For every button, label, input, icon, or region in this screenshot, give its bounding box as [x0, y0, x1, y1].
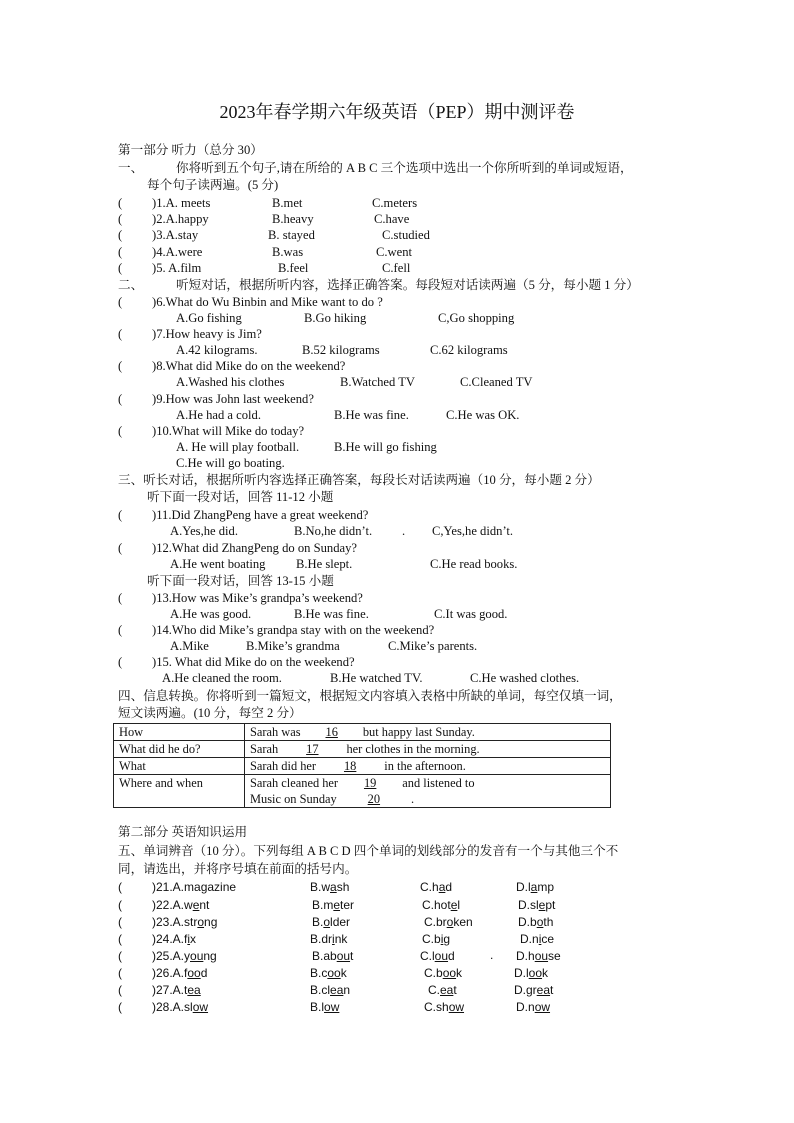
answer-paren[interactable]: (: [118, 245, 123, 259]
sec1-number: 一、: [118, 161, 144, 175]
answer-paren[interactable]: (: [118, 541, 123, 555]
word-part: B.w: [310, 880, 331, 894]
sec2-instruction: 听短对话，根据所听内容，选择正确答案。每段短对话读两遍（5 分，每小题 1 分）: [176, 278, 639, 292]
word-part: se: [548, 949, 561, 963]
option-b: B.He was fine.: [294, 607, 369, 621]
word-part: D.l: [514, 966, 529, 980]
table-row: [114, 724, 611, 741]
table-cell: [245, 758, 611, 775]
word-part: t: [184, 983, 188, 997]
option-d: [514, 965, 548, 981]
word-part: C.: [428, 983, 440, 997]
word-part: B.: [312, 915, 324, 929]
word-part: C.b: [424, 966, 443, 980]
sec4-instruction: 四、信息转换。你将听到一篇短文，根据短文内容填入表格中所缺的单词，每空仅填一词，: [118, 689, 622, 703]
option-c: [428, 982, 457, 998]
option-a: A.42 kilograms.: [176, 343, 258, 357]
underlined-part: a: [438, 880, 446, 894]
option-a: [152, 999, 208, 1015]
word-part: pt: [545, 898, 556, 912]
table-cell: [245, 775, 611, 808]
word-part: ken: [453, 915, 473, 929]
underlined-part: ou: [336, 949, 351, 963]
underlined-part: ea: [187, 983, 201, 997]
underlined-part: g: [200, 880, 208, 894]
word-part: l: [457, 898, 461, 912]
answer-paren[interactable]: (: [118, 898, 122, 912]
option-a: [152, 879, 236, 895]
option-a: A.Yes,he did.: [170, 524, 238, 538]
answer-paren[interactable]: (: [118, 392, 123, 406]
word-part: nt: [199, 898, 210, 912]
option-b: [310, 999, 339, 1015]
word-part: w: [184, 898, 193, 912]
underlined-part: oo: [442, 966, 457, 980]
option-b: B.He will go fishing: [334, 440, 437, 454]
word-part: D.l: [516, 880, 531, 894]
option-b: [310, 982, 350, 998]
question-text: )11.Did ZhangPeng have a great weekend?: [152, 508, 369, 522]
option-d: [518, 897, 555, 913]
word-part: D.h: [516, 949, 535, 963]
option-a: [152, 897, 209, 913]
answer-paren[interactable]: (: [118, 212, 123, 226]
word-part: B.dr: [310, 932, 333, 946]
sec3-instruction: 三、听长对话，根据所听内容选择正确答案，每段长对话读两遍（10 分，每小题 2 分）: [118, 473, 600, 487]
sec5-instruction: 五、单词辨音（10 分）。下列每组 A B C D 四个单词的划线部分的发音有一个与其他三个不: [118, 844, 619, 858]
option-b: B.He slept.: [296, 557, 353, 571]
word-part: D.gr: [514, 983, 537, 997]
underlined-part: i: [187, 932, 191, 946]
word-part: lder: [330, 915, 351, 929]
word-part: sl: [184, 1000, 193, 1014]
option-b: [310, 931, 347, 947]
table-label: Where and when: [114, 775, 245, 808]
underlined-part: ou: [434, 949, 449, 963]
word-part: B.c: [310, 966, 328, 980]
question-text: )3.A.stay: [152, 228, 199, 242]
answer-paren[interactable]: (: [118, 295, 123, 309]
word-part: f: [184, 966, 188, 980]
option-c: C.Cleaned TV: [460, 375, 533, 389]
answer-paren[interactable]: (: [118, 508, 123, 522]
word-part: sh: [336, 880, 350, 894]
question-text: )10.What will Mike do today?: [152, 424, 305, 438]
word-part: C.sh: [424, 1000, 449, 1014]
answer-paren[interactable]: (: [118, 880, 122, 894]
question-text: )4.A.were: [152, 245, 203, 259]
question-number: )22.A.: [152, 898, 185, 912]
underlined-part: ow: [192, 1000, 209, 1014]
sec1-instruction-2: 每个句子读两遍。(5 分): [147, 178, 279, 192]
underlined-part: e: [192, 898, 200, 912]
word-part: k: [340, 966, 347, 980]
option-a: [152, 982, 201, 998]
word-part: t: [453, 983, 457, 997]
option-c: [424, 999, 464, 1015]
question-text: )1.A. meets: [152, 196, 211, 210]
answer-paren[interactable]: (: [118, 932, 122, 946]
option-c: C,Yes,he didn’t.: [432, 524, 514, 538]
option-d: [516, 948, 561, 964]
question-number: )28.A.: [152, 1000, 185, 1014]
option-c: [420, 879, 452, 895]
option-c: C.It was good.: [434, 607, 508, 621]
question-text: )6.What do Wu Binbin and Mike want to do ?: [152, 295, 383, 309]
option-c: C.He read books.: [430, 557, 518, 571]
word-part: k: [456, 966, 463, 980]
word-part: t: [550, 983, 554, 997]
question-text: )5. A.film: [152, 261, 202, 275]
table-cell: [245, 741, 611, 758]
option-a: A.Go fishing: [176, 311, 242, 325]
underlined-part: oo: [327, 966, 341, 980]
table-row: [114, 758, 611, 775]
answer-blank-16[interactable]: 16: [325, 725, 338, 739]
option-d: [516, 999, 550, 1015]
word-part: B.ab: [312, 949, 337, 963]
underlined-part: e: [538, 898, 546, 912]
table-label: How: [114, 724, 245, 741]
question-text: )15. What did Mike do on the weekend?: [152, 655, 355, 669]
option-d: [518, 914, 553, 930]
word-part: B.l: [310, 1000, 325, 1014]
option-c: C.He washed clothes.: [470, 671, 580, 685]
word-part: d: [445, 880, 453, 894]
cell-text: but happy last Sunday.: [362, 725, 475, 739]
question-number: )21.A.: [152, 880, 185, 894]
answer-blank-19[interactable]: 19: [363, 776, 377, 790]
option-c: [422, 897, 460, 913]
option-b: B.feel: [278, 261, 309, 275]
underlined-part: e: [450, 898, 458, 912]
table-cell: [245, 724, 611, 741]
option-c: C.Mike’s parents.: [388, 639, 478, 653]
answer-blank-18[interactable]: 18: [343, 759, 357, 773]
word-part: azine: [207, 880, 237, 894]
word-part: d: [200, 966, 208, 980]
question-number: )24.A.: [152, 932, 185, 946]
word-part: d: [448, 949, 455, 963]
question-text: )13.How was Mike’s grandpa’s weekend?: [152, 591, 363, 605]
underlined-part: ou: [190, 949, 204, 963]
option-b: B.met: [272, 196, 303, 210]
option-d: [514, 982, 553, 998]
word-part: k: [542, 966, 549, 980]
option-a: A.He was good.: [170, 607, 252, 621]
question-number: )26.A.: [152, 966, 185, 980]
table-label: What did he do?: [114, 741, 245, 758]
underlined-part: ow: [534, 1000, 551, 1014]
question-text: )2.A.happy: [152, 212, 209, 226]
option-b: B.Mike’s grandma: [246, 639, 340, 653]
option-a: A.He cleaned the room.: [162, 671, 282, 685]
word-part: C.l: [420, 949, 435, 963]
table-label: What: [114, 758, 245, 775]
word-part: C.br: [424, 915, 447, 929]
option-a: [152, 931, 196, 947]
underlined-part: a: [530, 880, 538, 894]
word-part: str: [184, 915, 198, 929]
answer-paren[interactable]: (: [118, 228, 123, 242]
cell-text: and listened to: [402, 776, 475, 790]
stray-dot: .: [490, 948, 494, 962]
option-a: A.He went boating: [170, 557, 266, 571]
underlined-part: o: [536, 915, 544, 929]
option-c: C.He will go boating.: [176, 456, 285, 470]
question-text: )9.How was John last weekend?: [152, 392, 314, 406]
option-a: [152, 914, 217, 930]
word-part: y: [184, 949, 191, 963]
answer-blank-17[interactable]: 17: [306, 742, 319, 756]
option-a: A.He had a cold.: [176, 408, 261, 422]
underlined-part: i: [538, 932, 542, 946]
answer-paren[interactable]: (: [118, 915, 122, 929]
option-b: B.52 kilograms: [302, 343, 380, 357]
underlined-part: ea: [536, 983, 551, 997]
option-b: [312, 914, 350, 930]
answer-paren[interactable]: (: [118, 261, 123, 275]
sec3-subheading-2: 听下面一段对话，回答 13-15 小题: [147, 574, 334, 588]
word-part: ng: [204, 915, 218, 929]
answer-paren[interactable]: (: [118, 591, 123, 605]
table-row: [114, 775, 611, 808]
answer-paren[interactable]: (: [118, 196, 123, 210]
underlined-part: i: [332, 932, 335, 946]
option-d: [520, 931, 554, 947]
sec2-number: 二、: [118, 278, 144, 292]
question-number: )25.A.: [152, 949, 185, 963]
underlined-part: o: [323, 915, 331, 929]
word-part: t: [350, 949, 354, 963]
sec3-subheading-1: 听下面一段对话，回答 11-12 小题: [147, 490, 334, 504]
word-part: nk: [334, 932, 348, 946]
word-part: ma: [184, 880, 201, 894]
option-b: [310, 965, 347, 981]
cell-text: Sarah was: [250, 725, 301, 739]
word-part: B.cl: [310, 983, 331, 997]
info-table: [113, 723, 611, 808]
option-b: B.was: [272, 245, 304, 259]
answer-paren[interactable]: (: [118, 327, 123, 341]
option-c: C,Go shopping: [438, 311, 515, 325]
underlined-part: oo: [187, 966, 201, 980]
question-text: )8.What did Mike do on the weekend?: [152, 359, 346, 373]
underlined-part: ea: [440, 983, 454, 997]
underlined-part: o: [446, 915, 454, 929]
option-b: B.Go hiking: [304, 311, 367, 325]
word-part: th: [543, 915, 554, 929]
cell-text: Sarah did her: [250, 759, 317, 773]
word-part: mp: [537, 880, 555, 894]
option-c: C.He was OK.: [446, 408, 520, 422]
option-b: B.He watched TV.: [330, 671, 423, 685]
cell-text: her clothes in the morning.: [346, 742, 480, 756]
word-part: ng: [203, 949, 217, 963]
option-c: C.studied: [382, 228, 430, 242]
word-part: D.n: [520, 932, 539, 946]
underlined-part: e: [333, 898, 341, 912]
question-number: )27.A.: [152, 983, 185, 997]
option-d: [516, 879, 554, 895]
option-c: [420, 948, 455, 964]
word-part: D.n: [516, 1000, 535, 1014]
word-part: C.h: [420, 880, 439, 894]
sec4-instruction-2: 短文读两遍。(10 分，每空 2 分）: [118, 706, 302, 720]
option-a: A.Washed his clothes: [176, 375, 285, 389]
underlined-part: o: [197, 915, 205, 929]
question-text: )12.What did ZhangPeng do on Sunday?: [152, 541, 357, 555]
word-part: D.b: [518, 915, 537, 929]
answer-paren[interactable]: (: [118, 655, 123, 669]
option-a: A. He will play football.: [176, 440, 300, 454]
table-row: [114, 741, 611, 758]
part2-heading: 第二部分 英语知识运用: [118, 825, 248, 839]
answer-paren[interactable]: (: [118, 424, 123, 438]
option-b: B. stayed: [268, 228, 315, 242]
underlined-part: i: [440, 932, 444, 946]
cell-text: .: [410, 792, 415, 806]
answer-paren[interactable]: (: [118, 949, 122, 963]
answer-blank-20[interactable]: 20: [367, 792, 381, 806]
word-part: f: [184, 932, 188, 946]
word-part: B.m: [312, 898, 334, 912]
answer-paren[interactable]: (: [118, 1000, 122, 1014]
option-b: B.No,he didn’t.: [294, 524, 373, 538]
option-c: [424, 965, 462, 981]
word-part: ter: [340, 898, 355, 912]
underlined-part: ou: [534, 949, 549, 963]
answer-paren[interactable]: (: [118, 623, 123, 637]
option-a: [152, 965, 207, 981]
word-part: x: [190, 932, 197, 946]
underlined-part: ow: [324, 1000, 340, 1014]
question-text: )14.Who did Mike’s grandpa stay with on the weekend?: [152, 623, 435, 637]
word-part: n: [343, 983, 351, 997]
answer-paren[interactable]: (: [118, 983, 122, 997]
answer-paren[interactable]: (: [118, 359, 123, 373]
option-c: [424, 914, 473, 930]
cell-text: Music on Sunday: [250, 792, 337, 806]
option-c: [422, 931, 450, 947]
page-title: 2023年春学期六年级英语（PEP）期中测评卷: [219, 102, 575, 122]
underlined-part: ow: [448, 1000, 465, 1014]
underlined-part: a: [330, 880, 337, 894]
option-b: [312, 948, 353, 964]
option-b: [312, 897, 354, 913]
option-c: C.meters: [372, 196, 418, 210]
word-part: ce: [541, 932, 555, 946]
question-number: )23.A.: [152, 915, 185, 929]
question-text: )7.How heavy is Jim?: [152, 327, 262, 341]
word-part: C.hot: [422, 898, 451, 912]
underlined-part: oo: [528, 966, 543, 980]
option-b: B.Watched TV: [340, 375, 415, 389]
option-c: C.went: [376, 245, 413, 259]
word-part: g: [443, 932, 451, 946]
part1-heading: 第一部分 听力（总分 30）: [118, 143, 263, 157]
answer-paren[interactable]: (: [118, 966, 122, 980]
option-a: [152, 948, 217, 964]
option-c: C.62 kilograms: [430, 343, 508, 357]
stray-dot: .: [402, 524, 406, 538]
underlined-part: ea: [330, 983, 344, 997]
cell-text: in the afternoon.: [384, 759, 466, 773]
sec1-instruction: 你将听到五个句子,请在所给的 A B C 三个选项中选出一个你所听到的单词或短语，: [176, 161, 633, 175]
option-c: C.fell: [382, 261, 411, 275]
word-part: D.sl: [518, 898, 539, 912]
option-b: B.He was fine.: [334, 408, 409, 422]
option-a: A.Mike: [170, 639, 209, 653]
cell-text: Sarah cleaned her: [250, 776, 339, 790]
option-b: B.heavy: [272, 212, 314, 226]
sec5-instruction-2: 同，请选出，并将序号填在前面的括号内。: [118, 862, 358, 876]
option-c: C.have: [374, 212, 410, 226]
cell-text: Sarah: [250, 742, 279, 756]
option-b: [310, 879, 349, 895]
word-part: C.b: [422, 932, 441, 946]
